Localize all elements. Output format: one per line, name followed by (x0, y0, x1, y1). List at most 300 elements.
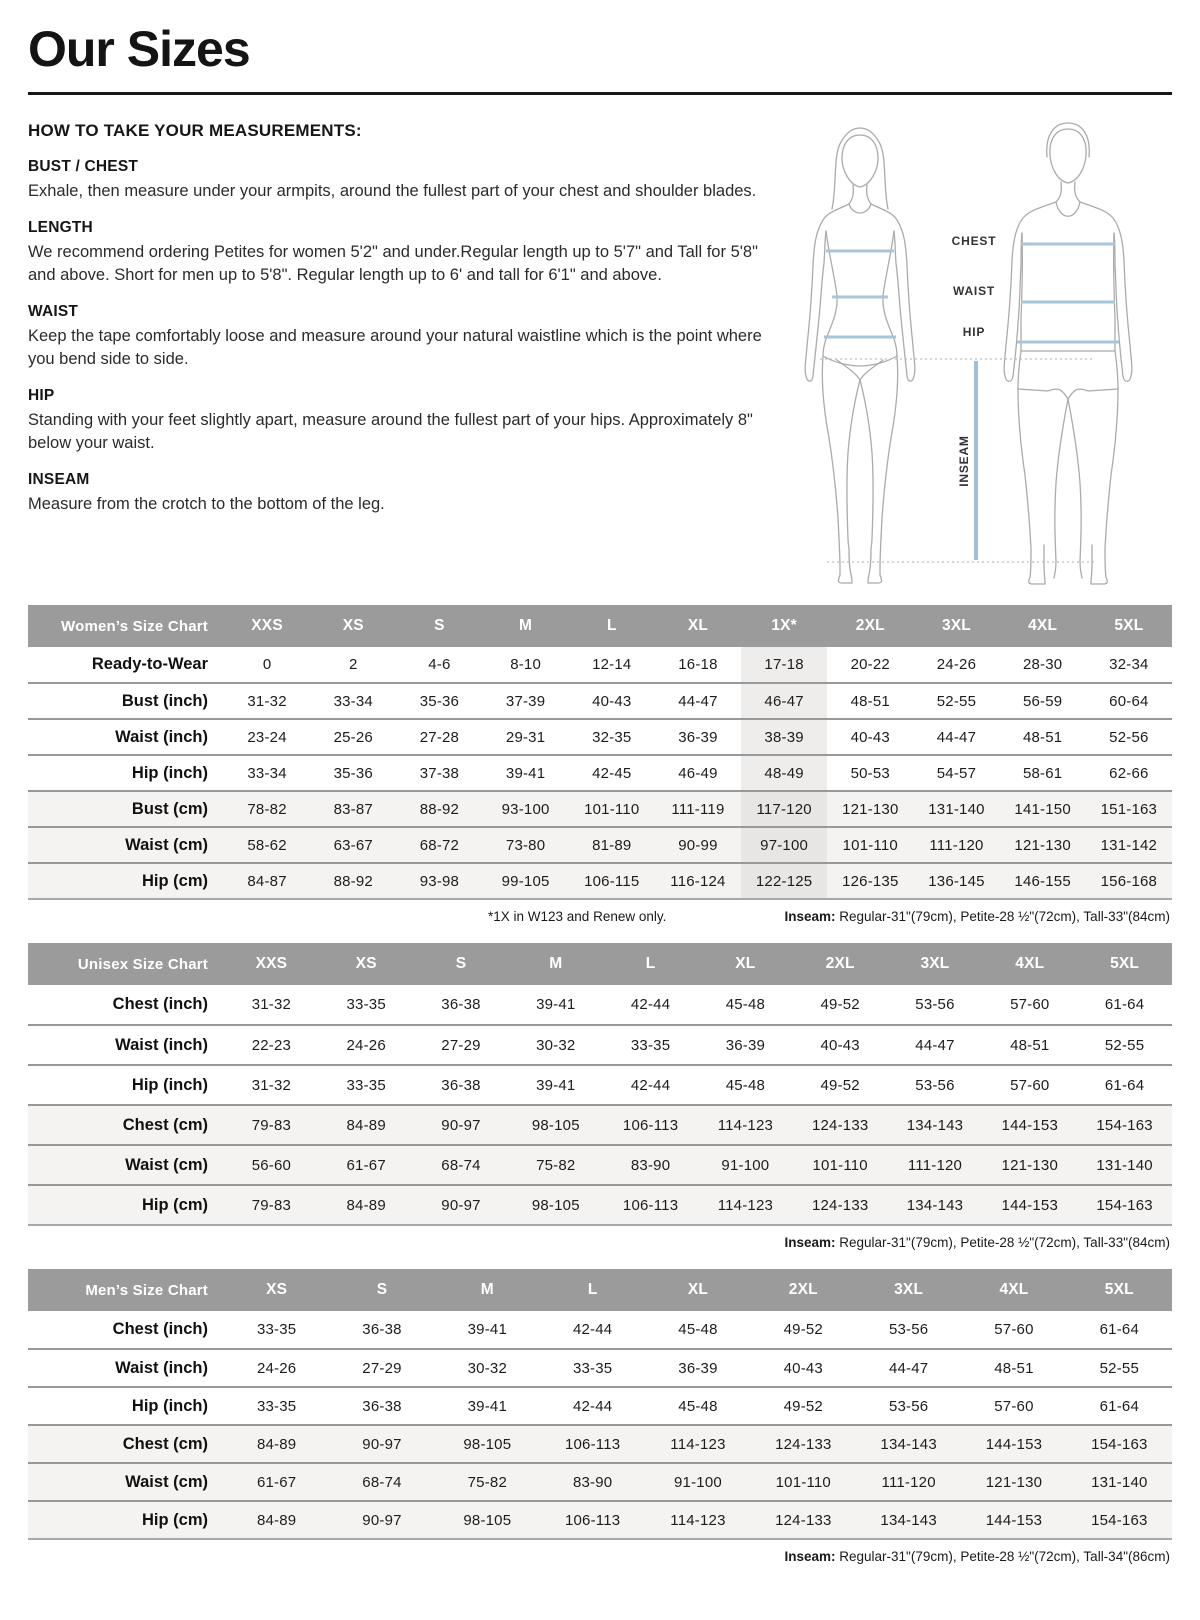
inseam-footnote-label: Inseam: (784, 1549, 836, 1564)
womens-size-chart-table (28, 605, 1172, 900)
size-cell: 45-48 (725, 996, 766, 1013)
size-cell: 68-74 (329, 1463, 434, 1501)
size-cell: 154-163 (1067, 1501, 1172, 1539)
size-cell: 73-80 (483, 827, 569, 863)
size-cell: 124-133 (793, 1185, 888, 1225)
size-cell: 75-82 (508, 1145, 603, 1185)
size-column-header: XL (655, 605, 741, 647)
size-cell: 44-47 (888, 1359, 929, 1377)
size-cell: 52-55 (1104, 1036, 1145, 1054)
size-column-header: 3XL (913, 605, 999, 647)
size-cell: 91-100 (645, 1463, 750, 1501)
size-cell: 54-57 (936, 764, 977, 782)
size-column-header: 5XL (1077, 943, 1172, 985)
row-label: Chest (cm) (28, 1105, 224, 1145)
size-cell: 42-44 (630, 996, 671, 1013)
size-chart-row (28, 1387, 1172, 1425)
row-label: Hip (inch) (131, 1075, 208, 1094)
size-chart-row (28, 719, 1172, 755)
size-cell: 121-130 (1000, 827, 1086, 863)
size-cell: 56-60 (224, 1145, 319, 1185)
size-cell: 63-67 (310, 827, 396, 863)
size-cell: 61-67 (224, 1463, 329, 1501)
size-cell: 36-38 (441, 1076, 481, 1094)
size-column-header: XS (310, 605, 396, 647)
size-cell: 42-44 (630, 1076, 671, 1094)
size-column-header: 2XL (751, 1269, 856, 1311)
size-cell: 116-124 (655, 863, 741, 899)
inseam-footnote-text: Regular-31"(79cm), Petite-28 ½"(72cm), Tall-33"(84cm) (835, 1235, 1170, 1250)
row-label: Waist (inch) (115, 1358, 208, 1377)
unisex-inseam-footnote (784, 1235, 1170, 1250)
size-cell: 151-163 (1086, 791, 1172, 827)
size-chart-header-row (28, 605, 1172, 647)
size-cell: 84-89 (224, 1501, 329, 1539)
size-chart-row (28, 647, 1172, 683)
size-chart-row (28, 1185, 1172, 1225)
size-cell: 33-35 (572, 1359, 613, 1377)
size-column-header: XS (319, 943, 414, 985)
measurement-section (28, 158, 770, 202)
size-cell: 44-47 (915, 1036, 955, 1054)
size-cell: 33-35 (630, 1036, 671, 1054)
size-cell: 61-64 (1099, 1397, 1139, 1415)
size-cell: 46-47 (741, 683, 827, 719)
size-cell: 106-113 (603, 1185, 698, 1225)
size-cell: 101-110 (793, 1145, 888, 1185)
size-chart-row (28, 791, 1172, 827)
size-cell: 154-163 (1067, 1425, 1172, 1463)
inseam-footnote-text: Regular-31"(79cm), Petite-28 ½"(72cm), Tall-34"(86cm) (835, 1549, 1170, 1564)
size-cell: 141-150 (1000, 791, 1086, 827)
size-cell: 68-74 (414, 1145, 509, 1185)
size-cell: 2 (348, 656, 358, 673)
size-column-header: M (508, 943, 603, 985)
size-column-header: XL (645, 1269, 750, 1311)
size-chart-row (28, 1145, 1172, 1185)
size-column-header: L (603, 943, 698, 985)
size-cell: 38-39 (741, 719, 827, 755)
size-cell: 98-105 (435, 1425, 540, 1463)
measurement-section (28, 219, 770, 286)
size-cell: 57-60 (1010, 1076, 1050, 1094)
section-title: INSEAM (28, 471, 90, 489)
size-cell: 84-89 (319, 1185, 414, 1225)
inseam-footnote-label: Inseam: (784, 909, 836, 924)
size-cell: 144-153 (982, 1105, 1077, 1145)
mens-inseam-footnote (784, 1549, 1170, 1564)
size-cell: 78-82 (224, 791, 310, 827)
size-cell: 84-89 (319, 1105, 414, 1145)
row-label: Hip (cm) (28, 863, 224, 899)
size-cell: 124-133 (751, 1501, 856, 1539)
size-cell: 134-143 (856, 1501, 961, 1539)
size-cell: 62-66 (1109, 764, 1149, 782)
size-cell: 0 (262, 656, 272, 673)
size-column-header: S (414, 943, 509, 985)
size-cell: 24-26 (256, 1359, 297, 1377)
size-column-header: XS (224, 1269, 329, 1311)
size-cell: 35-36 (333, 764, 373, 782)
size-cell: 48-51 (1010, 1036, 1050, 1054)
size-cell: 57-60 (994, 1321, 1034, 1338)
size-cell: 57-60 (994, 1397, 1034, 1415)
size-column-header: 3XL (856, 1269, 961, 1311)
size-cell: 8-10 (510, 656, 542, 673)
howto-sections (28, 158, 770, 516)
mens-footnotes (28, 1540, 1172, 1574)
row-label: Waist (inch) (115, 1035, 208, 1054)
size-cell: 32-34 (1109, 656, 1149, 673)
size-column-header: XL (698, 943, 793, 985)
section-body: Measure from the crotch to the bottom of the leg. (28, 495, 385, 514)
row-label: Hip (cm) (28, 1185, 224, 1225)
size-cell: 75-82 (435, 1463, 540, 1501)
size-cell: 35-36 (419, 692, 460, 710)
size-cell: 27-29 (362, 1359, 402, 1377)
inseam-footnote-text: Regular-31"(79cm), Petite-28 ½"(72cm), Tall-33"(84cm) (835, 909, 1170, 924)
measurement-diagram (770, 111, 1172, 591)
size-cell: 40-43 (783, 1359, 823, 1377)
size-cell: 134-143 (888, 1105, 983, 1145)
size-cell: 53-56 (888, 1397, 929, 1415)
size-chart-row (28, 1349, 1172, 1387)
row-label: Hip (inch) (131, 763, 208, 782)
inseam-footnote-label: Inseam: (784, 1235, 836, 1250)
row-label: Chest (cm) (28, 1425, 224, 1463)
row-label: Bust (inch) (121, 691, 208, 710)
size-cell: 61-64 (1104, 1076, 1145, 1094)
size-cell: 121-130 (827, 791, 913, 827)
size-cell: 58-61 (1022, 764, 1063, 782)
size-cell: 27-29 (441, 1036, 481, 1054)
size-cell: 44-47 (936, 728, 977, 746)
size-cell: 61-64 (1104, 996, 1145, 1013)
section-body: Keep the tape comfortably loose and measure around your natural waistline which is the point where you bend side to side. (28, 327, 762, 368)
size-cell: 131-142 (1086, 827, 1172, 863)
inseam-label: INSEAM (957, 435, 971, 487)
size-cell: 22-23 (251, 1036, 292, 1054)
size-column-header: M (435, 1269, 540, 1311)
size-cell: 134-143 (888, 1185, 983, 1225)
size-chart-row (28, 1065, 1172, 1105)
size-cell: 156-168 (1086, 863, 1172, 899)
size-cell: 122-125 (741, 863, 827, 899)
size-cell: 97-100 (741, 827, 827, 863)
size-cell: 20-22 (850, 656, 890, 673)
size-cell: 93-100 (483, 791, 569, 827)
size-cell: 31-32 (251, 996, 292, 1013)
size-cell: 98-105 (508, 1185, 603, 1225)
size-cell: 60-64 (1109, 692, 1149, 710)
size-cell: 48-51 (1022, 728, 1063, 746)
section-title: LENGTH (28, 219, 93, 237)
size-cell: 36-39 (678, 1359, 718, 1377)
howto-heading: HOW TO TAKE YOUR MEASUREMENTS: (28, 121, 362, 140)
size-cell: 36-38 (362, 1397, 402, 1415)
size-cell: 40-43 (592, 692, 632, 710)
size-cell: 68-72 (396, 827, 482, 863)
body-measurement-illustration (780, 113, 1172, 591)
size-cell: 48-51 (994, 1359, 1034, 1377)
size-chart-row (28, 1463, 1172, 1501)
page-title: Our Sizes (28, 21, 250, 77)
size-column-header: 5XL (1086, 605, 1172, 647)
size-cell: 81-89 (569, 827, 655, 863)
row-label: Waist (inch) (115, 727, 208, 746)
size-cell: 50-53 (850, 764, 890, 782)
size-column-header: 4XL (982, 943, 1077, 985)
size-column-header: M (483, 605, 569, 647)
size-cell: 45-48 (725, 1076, 766, 1094)
row-label: Ready-to-Wear (91, 655, 208, 673)
womens-footnotes (28, 900, 1172, 934)
row-label: Bust (cm) (28, 791, 224, 827)
size-cell: 17-18 (741, 647, 827, 683)
size-column-header: L (569, 605, 655, 647)
size-column-header: 4XL (1000, 605, 1086, 647)
size-cell: 24-26 (346, 1036, 386, 1054)
size-chart-row (28, 1025, 1172, 1065)
unisex-footnotes (28, 1226, 1172, 1260)
size-column-header: 2XL (793, 943, 888, 985)
size-cell: 31-32 (247, 692, 287, 710)
size-cell: 111-120 (888, 1145, 983, 1185)
size-cell: 124-133 (751, 1425, 856, 1463)
size-column-header: 4XL (961, 1269, 1066, 1311)
size-chart-title: Unisex Size Chart (28, 943, 224, 985)
size-cell: 83-90 (603, 1145, 698, 1185)
size-column-header: 1X* (741, 605, 827, 647)
size-cell: 114-123 (645, 1501, 750, 1539)
size-cell: 136-145 (913, 863, 999, 899)
size-cell: 106-115 (569, 863, 655, 899)
section-body: Standing with your feet slightly apart, measure around the fullest part of your hips. Approximately 8" below your waist. (28, 411, 753, 452)
size-cell: 154-163 (1077, 1105, 1172, 1145)
size-cell: 23-24 (247, 728, 287, 746)
size-cell: 144-153 (982, 1185, 1077, 1225)
measurement-section (28, 471, 770, 515)
size-cell: 114-123 (645, 1425, 750, 1463)
size-cell: 48-51 (850, 692, 890, 710)
size-cell: 37-39 (505, 692, 546, 710)
size-cell: 36-39 (678, 728, 718, 746)
size-cell: 39-41 (505, 764, 546, 782)
size-cell: 36-38 (441, 996, 481, 1013)
size-cell: 61-64 (1099, 1321, 1139, 1338)
size-cell: 90-97 (414, 1185, 509, 1225)
size-cell: 131-140 (1067, 1463, 1172, 1501)
size-cell: 146-155 (1000, 863, 1086, 899)
section-body: We recommend ordering Petites for women 5'2" and under.Regular length up to 5'7" and Tall for 5'8" and above. Short for men up to 5'8". Regular length up to 6' and tall for 6'1" and above. (28, 243, 758, 284)
size-cell: 53-56 (915, 1076, 955, 1094)
chest-label: CHEST (951, 234, 997, 248)
size-chart-header-row (28, 943, 1172, 985)
size-cell: 114-123 (698, 1105, 793, 1145)
size-chart-row (28, 683, 1172, 719)
size-cell: 106-113 (540, 1501, 645, 1539)
size-cell: 28-30 (1022, 656, 1063, 673)
size-cell: 49-52 (783, 1321, 823, 1338)
size-chart-row (28, 863, 1172, 899)
row-label: Hip (cm) (28, 1501, 224, 1539)
size-cell: 42-44 (572, 1321, 613, 1338)
row-label: Waist (cm) (28, 1463, 224, 1501)
measurement-instructions (28, 111, 770, 591)
size-cell: 58-62 (224, 827, 310, 863)
size-cell: 53-56 (888, 1321, 929, 1338)
size-cell: 98-105 (435, 1501, 540, 1539)
size-chart-row (28, 827, 1172, 863)
size-column-header: S (396, 605, 482, 647)
womens-1x-footnote: *1X in W123 and Renew only. (488, 909, 667, 924)
waist-label: WAIST (953, 284, 995, 298)
row-label: Waist (cm) (28, 1145, 224, 1185)
size-column-header: 3XL (888, 943, 983, 985)
size-cell: 111-120 (913, 827, 999, 863)
size-cell: 42-45 (592, 764, 632, 782)
size-cell: 61-67 (319, 1145, 414, 1185)
size-cell: 131-140 (913, 791, 999, 827)
size-cell: 52-55 (1099, 1359, 1139, 1377)
size-cell: 16-18 (678, 656, 718, 673)
size-chart-row (28, 1311, 1172, 1349)
size-cell: 114-123 (698, 1185, 793, 1225)
size-cell: 45-48 (678, 1397, 718, 1415)
size-cell: 36-39 (725, 1036, 766, 1054)
size-chart-row (28, 1501, 1172, 1539)
size-cell: 106-113 (603, 1105, 698, 1145)
size-cell: 39-41 (467, 1397, 507, 1415)
size-cell: 39-41 (467, 1321, 507, 1338)
size-column-header: XXS (224, 605, 310, 647)
row-label: Chest (inch) (112, 1320, 208, 1338)
size-column-header: 5XL (1067, 1269, 1172, 1311)
woman-figure-outline (805, 128, 915, 583)
size-cell: 52-56 (1109, 728, 1149, 746)
size-cell: 33-35 (256, 1397, 297, 1415)
size-chart-row (28, 1425, 1172, 1463)
row-label: Chest (inch) (112, 995, 208, 1013)
row-label: Waist (cm) (28, 827, 224, 863)
size-cell: 90-97 (329, 1501, 434, 1539)
size-cell: 98-105 (508, 1105, 603, 1145)
size-cell: 84-87 (224, 863, 310, 899)
size-cell: 30-32 (536, 1036, 576, 1054)
size-cell: 45-48 (678, 1321, 718, 1338)
size-cell: 49-52 (783, 1397, 823, 1415)
size-cell: 39-41 (536, 1076, 576, 1094)
size-cell: 39-41 (536, 996, 576, 1013)
size-cell: 88-92 (396, 791, 482, 827)
size-cell: 111-120 (856, 1463, 961, 1501)
title-divider (28, 92, 1172, 95)
section-body: Exhale, then measure under your armpits, around the fullest part of your chest and shoulder blades. (28, 182, 757, 200)
size-column-header: S (329, 1269, 434, 1311)
size-cell: 56-59 (1022, 692, 1063, 710)
size-cell: 49-52 (820, 1076, 860, 1094)
section-title: BUST / CHEST (28, 158, 139, 175)
size-cell: 79-83 (224, 1105, 319, 1145)
size-cell: 42-44 (572, 1397, 613, 1415)
man-figure-outline (1004, 123, 1132, 584)
size-chart-title: Women’s Size Chart (28, 605, 224, 647)
size-chart-row (28, 1105, 1172, 1145)
size-charts (28, 605, 1172, 1574)
size-cell: 88-92 (310, 863, 396, 899)
size-cell: 79-83 (224, 1185, 319, 1225)
size-cell: 101-110 (751, 1463, 856, 1501)
size-cell: 49-52 (820, 996, 860, 1013)
size-cell: 44-47 (678, 692, 718, 710)
size-chart-header-row (28, 1269, 1172, 1311)
size-cell: 33-35 (256, 1321, 297, 1338)
size-cell: 121-130 (982, 1145, 1077, 1185)
row-label: Hip (inch) (131, 1396, 208, 1415)
size-cell: 93-98 (396, 863, 482, 899)
unisex-size-chart-table (28, 943, 1172, 1226)
size-chart-row (28, 985, 1172, 1025)
size-cell: 111-119 (655, 791, 741, 827)
size-cell: 31-32 (251, 1076, 292, 1094)
size-cell: 4-6 (428, 656, 451, 673)
mens-size-chart-table (28, 1269, 1172, 1540)
size-cell: 53-56 (915, 996, 955, 1013)
size-cell: 29-31 (505, 728, 546, 746)
size-cell: 126-135 (827, 863, 913, 899)
intro-row (28, 111, 1172, 591)
hip-label: HIP (962, 325, 986, 339)
section-title: HIP (28, 387, 55, 405)
size-cell: 99-105 (483, 863, 569, 899)
size-cell: 33-35 (346, 996, 386, 1013)
size-cell: 37-38 (419, 764, 460, 782)
size-cell: 40-43 (850, 728, 890, 746)
size-cell: 33-34 (247, 764, 287, 782)
size-cell: 33-35 (346, 1076, 386, 1094)
size-cell: 134-143 (856, 1425, 961, 1463)
size-cell: 12-14 (592, 656, 632, 673)
size-cell: 124-133 (793, 1105, 888, 1145)
size-cell: 90-99 (655, 827, 741, 863)
size-cell: 30-32 (467, 1359, 507, 1377)
size-cell: 83-87 (310, 791, 396, 827)
size-column-header: XXS (224, 943, 319, 985)
size-cell: 144-153 (961, 1425, 1066, 1463)
page (0, 20, 1200, 1574)
size-cell: 90-97 (414, 1105, 509, 1145)
size-column-header: L (540, 1269, 645, 1311)
size-cell: 121-130 (961, 1463, 1066, 1501)
size-chart-row (28, 755, 1172, 791)
size-cell: 33-34 (333, 692, 373, 710)
size-cell: 101-110 (569, 791, 655, 827)
size-cell: 24-26 (936, 656, 977, 673)
size-chart-title: Men’s Size Chart (28, 1269, 224, 1311)
size-cell: 52-55 (936, 692, 977, 710)
size-column-header: 2XL (827, 605, 913, 647)
size-cell: 90-97 (329, 1425, 434, 1463)
size-cell: 106-113 (540, 1425, 645, 1463)
size-cell: 91-100 (698, 1145, 793, 1185)
size-cell: 25-26 (333, 728, 373, 746)
section-title: WAIST (28, 303, 79, 321)
size-cell: 84-89 (224, 1425, 329, 1463)
size-cell: 57-60 (1010, 996, 1050, 1013)
size-cell: 83-90 (540, 1463, 645, 1501)
size-cell: 131-140 (1077, 1145, 1172, 1185)
size-cell: 36-38 (362, 1321, 402, 1338)
